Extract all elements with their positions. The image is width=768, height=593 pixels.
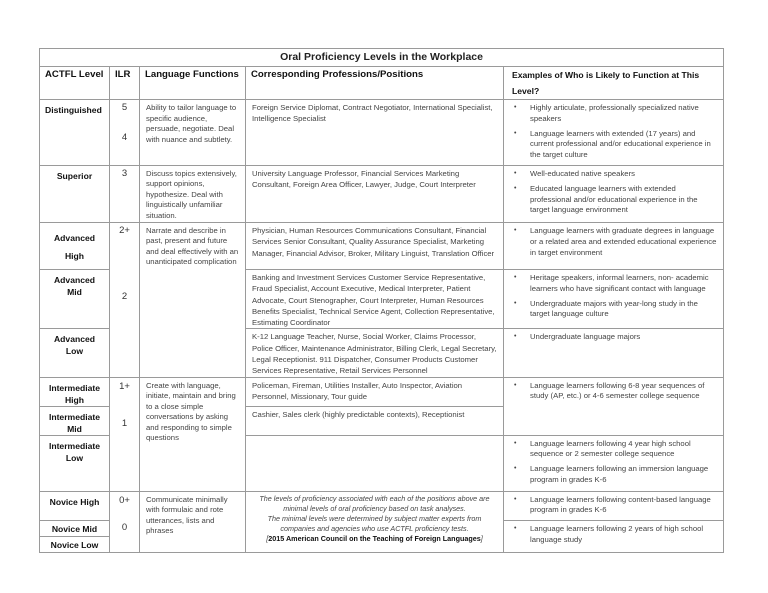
ilr-2: 2 <box>110 269 140 377</box>
ilr-5: 5 <box>121 102 128 113</box>
actfl-intermediate-low: Intermediate Low <box>40 435 110 491</box>
table-row-advanced-high <box>40 222 724 269</box>
professions-advanced-mid: Banking and Investment Services Customer Service Representative, Fraud Specialist, Account Executive, Medical Interpreter, Patient Advocate, Court Stenographer, Court Interpreter, Human Resources Benefits Specialist, Technical Service Agent, Collection Representative, Estimating Coordinator <box>246 269 504 328</box>
examples-superior <box>504 165 724 222</box>
ilr-cell-distinguished <box>110 100 140 166</box>
list-item: • Heritage speakers, informal learners, non- academic learners who have significant contact with language <box>512 273 719 295</box>
professions-superior: University Language Professor, Financial Services Marketing Consultant, Foreign Area Officer, Lawyer, Judge, Court Interpreter <box>246 165 504 222</box>
actfl-superior: Superior <box>40 165 110 222</box>
actfl-intermediate-mid: Intermediate Mid <box>40 406 110 435</box>
ilr-2plus: 2+ <box>110 222 140 269</box>
table-row-distinguished <box>40 100 724 166</box>
professions-distinguished: Foreign Service Diplomat, Contract Negotiator, International Specialist, Intelligence Specialist <box>246 100 504 166</box>
list-item: • Educated language learners with extended professional and/or educational experience in the target language environment <box>512 184 719 216</box>
ilr-1: 1 <box>110 406 140 491</box>
professions-intermediate-low <box>246 435 504 491</box>
table-row-novice-high <box>40 491 724 521</box>
functions-novice: Communicate minimally with formulaic and rote utterances, lists and phrases <box>140 491 246 553</box>
list-item: • Language learners following content-based language program in grades K-6 <box>512 495 719 517</box>
actfl-advanced-high: Advanced High <box>40 222 110 269</box>
actfl-advanced-low: Advanced Low <box>40 329 110 377</box>
list-item: • Language learners with graduate degrees in language or a related area and extended educational experience in target environment <box>512 226 719 258</box>
examples-advanced-low <box>504 329 724 377</box>
list-item: • Well-educated native speakers <box>512 169 719 180</box>
professions-advanced-high: Physician, Human Resources Communications Consultant, Financial Services Senior Consultant, Quality Assurance Specialist, Marketing Manager, Financial Advisor, Broker, Military Linguist, Translation Officer <box>246 222 504 269</box>
examples-advanced-high <box>504 222 724 269</box>
citation: [2015 American Council on the Teaching of Foreign Languages] <box>266 533 483 543</box>
list-item: • Undergraduate majors with year-long study in the target language culture <box>512 299 719 321</box>
actfl-novice-mid: Novice Mid <box>40 521 110 537</box>
actfl-advanced-mid: Advanced Mid <box>40 269 110 328</box>
actfl-distinguished: Distinguished <box>40 100 110 166</box>
list-item: • Language learners following 4 year high school sequence or 2 semester college sequence <box>512 439 719 461</box>
col-header-functions: Language Functions <box>140 67 246 100</box>
examples-intermediate-low <box>504 435 724 491</box>
col-header-examples: Examples of Who is Likely to Function at This Level? <box>504 67 724 100</box>
list-item: • Language learners following an immersion language program in grades K-6 <box>512 464 719 486</box>
actfl-intermediate-high: Intermediate High <box>40 377 110 406</box>
functions-superior: Discuss topics extensively, support opinions, hypothesize. Deal with linguistically unfamiliar situation. <box>140 165 246 222</box>
ilr-3: 3 <box>110 165 140 222</box>
ilr-1plus: 1+ <box>110 377 140 406</box>
header-row <box>40 67 724 100</box>
actfl-novice-low: Novice Low <box>40 537 110 553</box>
actfl-novice-high: Novice High <box>40 491 110 521</box>
professions-intermediate-mid: Cashier, Sales clerk (highly predictable contexts), Receptionist <box>246 406 504 435</box>
professions-advanced-low: K-12 Language Teacher, Nurse, Social Worker, Claims Processor, Police Officer, Maintenance Administrator, Billing Clerk, Legal Secretary, Legal Receptionist. 911 Dispatcher, Consumer Products Customer Services Representative, Retail Services Personnel <box>246 329 504 377</box>
examples-distinguished <box>504 100 724 166</box>
examples-advanced-mid <box>504 269 724 328</box>
examples-novice-high <box>504 491 724 521</box>
list-item: • Language learners with extended (17 years) and current professional and/or educational experience in the target culture <box>512 129 719 161</box>
examples-novice-mid <box>504 521 724 553</box>
list-item: • Language learners following 2 years of high school language study <box>512 524 719 546</box>
ilr-0plus: 0+ <box>110 491 140 521</box>
functions-advanced: Narrate and describe in past, present and future and deal effectively with an unanticipated complication <box>140 222 246 377</box>
professions-intermediate-high: Policeman, Fireman, Utilities Installer, Auto Inspector, Aviation Personnel, Missionary, Tour guide <box>246 377 504 406</box>
col-header-actfl: ACTFL Level <box>40 67 110 100</box>
ilr-0: 0 <box>110 521 140 553</box>
list-item: • Undergraduate language majors <box>512 332 719 343</box>
table-row-intermediate-high <box>40 377 724 406</box>
table-row-superior <box>40 165 724 222</box>
proficiency-table <box>39 48 724 553</box>
col-header-ilr: ILR <box>110 67 140 100</box>
list-item: • Language learners following 6-8 year sequences of study (AP, etc.) or 4-6 semester college sequence <box>512 381 719 403</box>
list-item: • Highly articulate, professionally specialized native speakers <box>512 103 719 125</box>
col-header-professions: Corresponding Professions/Positions <box>246 67 504 100</box>
ilr-4: 4 <box>121 132 128 143</box>
examples-intermediate-high <box>504 377 724 435</box>
proficiency-document <box>39 48 723 553</box>
functions-distinguished: Ability to tailor language to specific audience, persuade, negotiate. Deal with nuance and subtlety. <box>140 100 246 166</box>
functions-intermediate: Create with language, initiate, maintain and bring to a close simple conversations by asking and responding to simple questions <box>140 377 246 491</box>
proficiency-note: The levels of proficiency associated with each of the positions above are minimal levels of oral proficiency based on task analyses. The minimal levels were determined by subject matter experts from companies and agencies who use ACTFL proficiency tests. [2015 American Council on the Teaching of Foreign Languages] <box>246 491 504 553</box>
table-title: Oral Proficiency Levels in the Workplace <box>40 49 724 67</box>
